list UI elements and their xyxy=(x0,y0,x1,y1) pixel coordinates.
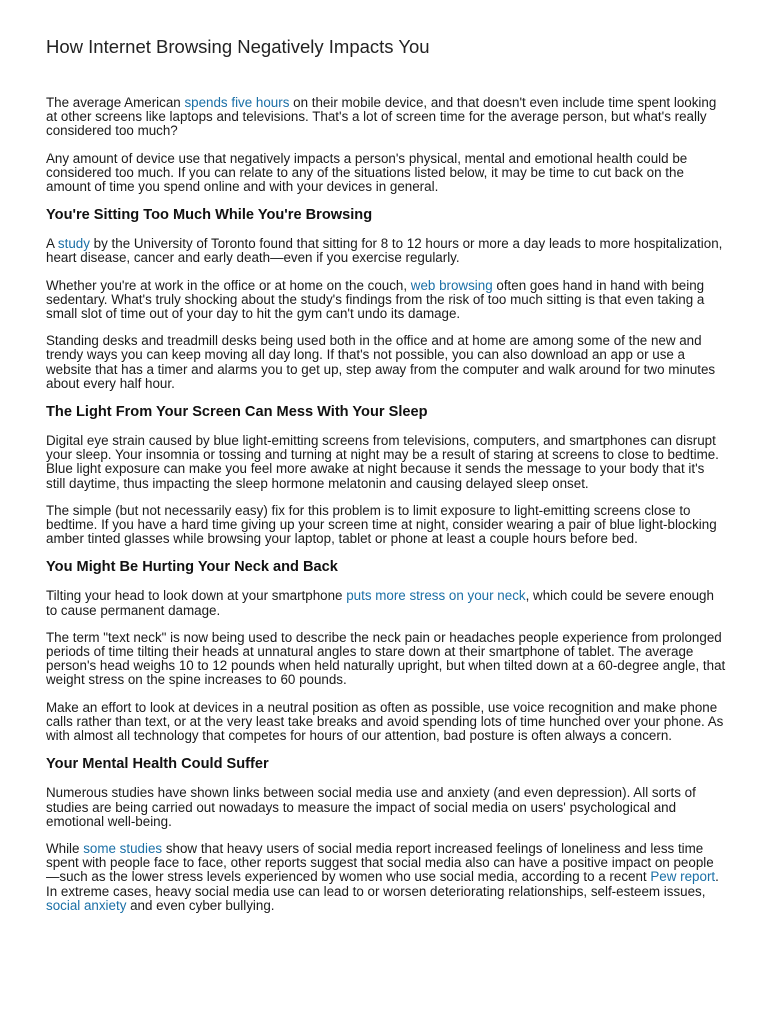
heading-neck: You Might Be Hurting Your Neck and Back xyxy=(46,559,338,576)
mental-paragraph-2 xyxy=(46,842,726,913)
neck-stress-link[interactable]: puts more stress on your neck xyxy=(346,588,526,604)
text: by the University of Toronto found that sitting for 8 to 12 hours or more a day leads to more hospitalization, heart disease, cancer and early death—even if you exercise regularly. xyxy=(46,236,723,266)
web-browsing-link[interactable]: web browsing xyxy=(410,277,493,293)
sleep-paragraph-2: The simple (but not necessarily easy) fix for this problem is to limit exposure to light-emitting screens close to bedtime. If you have a hard time giving up your screen time at night, consider wearing a pair of blue light-blocking amber tinted glasses while browsing your laptop, tablet or phone at least a couple hours before bed. xyxy=(46,502,717,547)
neck-paragraph-3: Make an effort to look at devices in a neutral position as often as possible, use voice recognition and make phone calls rather than text, or at the very least take breaks and avoid spending lots of time hunched over your phone. As with almost all technology that competes for hours of our attention, bad posture is often always a concern. xyxy=(46,699,724,744)
intro-paragraph-1 xyxy=(46,96,726,139)
text: Whether you're at work in the office or at home on the couch, xyxy=(46,277,411,293)
text: and even cyber bullying. xyxy=(126,897,275,913)
text: While xyxy=(46,840,84,856)
text: , which could be severe enough to cause permanent damage. xyxy=(46,588,714,618)
text: Tilting your head to look down at your smartphone xyxy=(46,588,347,604)
sitting-paragraph-3: Standing desks and treadmill desks being used both in the office and at home are among some of the new and trendy ways you can keep moving all day long. If that's not possible, you can also download an app or use a website that has a timer and alarms you to get up, step away from the computer and walk around for two minutes about every half hour. xyxy=(46,333,716,391)
page-title: How Internet Browsing Negatively Impacts You xyxy=(46,36,430,57)
sitting-paragraph-1 xyxy=(46,237,726,265)
text: often goes hand in hand with being sedentary. What's truly shocking about the study's findings from the risk of too much sitting is that even taking a small slot of time out of your day to hit the gym can't undo its damage. xyxy=(46,277,705,322)
mental-paragraph-1: Numerous studies have shown links between social media use and anxiety (and even depression). All sorts of studies are being carried out nowadays to measure the impact of social media on users' psychological and emotional well-being. xyxy=(46,785,696,829)
heading-mental: Your Mental Health Could Suffer xyxy=(46,756,269,773)
text: on their mobile device, and that doesn't even include time spent looking at other screens like laptops and televisions. That's a lot of screen time for the average person, but what's really considered too much? xyxy=(46,95,717,139)
spends-five-hours-link[interactable]: spends five hours xyxy=(184,95,290,110)
sitting-paragraph-2 xyxy=(46,279,726,322)
some-studies-link[interactable]: some studies xyxy=(83,840,163,856)
heading-sleep: The Light From Your Screen Can Mess With Your Sleep xyxy=(46,404,428,421)
sleep-paragraph-1: Digital eye strain caused by blue light-emitting screens from televisions, computers, and smartphones can disrupt your sleep. Your insomnia or tossing and turning at night may be a result of staring at screens to close to bedtime. Blue light exposure can make you feel more awake at night because it sends the message to your body that it's still daytime, thus impacting the sleep hormone melatonin and causing delayed sleep onset. xyxy=(46,433,719,491)
intro-paragraph-2: Any amount of device use that negatively impacts a person's physical, mental and emotional health could be considered too much. If you can relate to any of the situations listed below, it may be time to cut back on the amount of time you spend online and with your devices in general. xyxy=(46,150,688,195)
heading-sitting: You're Sitting Too Much While You're Browsing xyxy=(46,207,373,224)
text: . In extreme cases, heavy social media use can lead to or worsen deteriorating relationships, self-esteem issues, xyxy=(46,869,719,899)
neck-paragraph-1 xyxy=(46,589,726,617)
text: The average American xyxy=(46,95,185,110)
neck-paragraph-2: The term "text neck" is now being used to describe the neck pain or headaches people experience from prolonged periods of time tilting their heads at unnatural angles to stare down at their smartphone of tablet. The average person's head weighs 10 to 12 pounds when held naturally upright, but when tilted down at a 60-degree angle, that weight stress on the spine increases to 60 pounds. xyxy=(46,629,726,688)
pew-report-link[interactable]: Pew report xyxy=(650,869,716,885)
study-link[interactable]: study xyxy=(57,236,90,252)
text: show that heavy users of social media report increased feelings of loneliness and less time spent with people face to face, other reports suggest that social media also can have a positive impact on people—such as the lower stress levels experienced by women who use social media, according to a recent xyxy=(46,840,714,885)
text: A xyxy=(46,236,58,252)
article-body xyxy=(46,96,726,926)
social-anxiety-link[interactable]: social anxiety xyxy=(46,897,127,913)
